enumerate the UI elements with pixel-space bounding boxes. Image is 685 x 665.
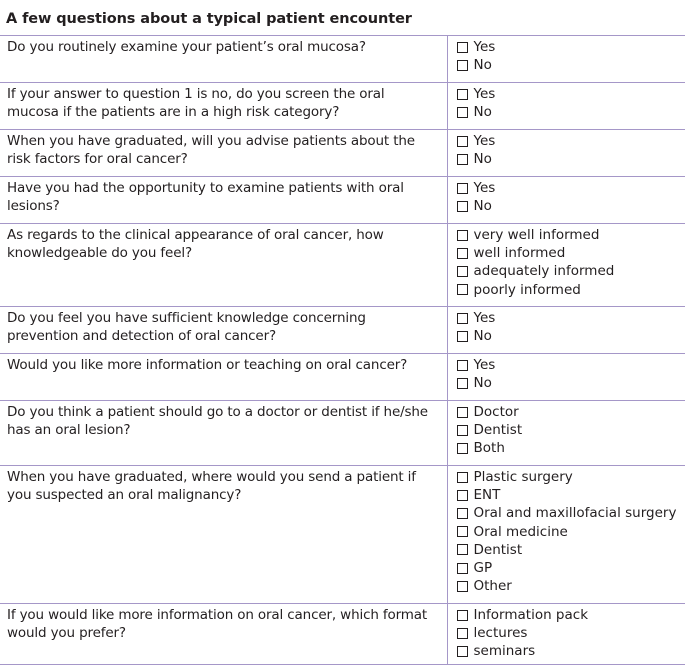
answer-option[interactable]: [457, 327, 685, 345]
answer-option[interactable]: [457, 642, 685, 660]
answer-option-label: adequately informed: [474, 262, 615, 280]
checkbox-icon[interactable]: [457, 544, 468, 555]
checkbox-icon[interactable]: [457, 60, 468, 71]
checkbox-icon[interactable]: [457, 581, 468, 592]
answer-option[interactable]: [457, 103, 685, 121]
answer-option-label: very well informed: [474, 226, 600, 244]
question-text: When you have graduated, where would you send a patient if you suspected an oral malignancy?: [0, 466, 447, 604]
answer-option[interactable]: [457, 439, 685, 457]
answer-option[interactable]: [457, 150, 685, 168]
question-row: [0, 354, 685, 401]
answer-option[interactable]: [457, 577, 685, 595]
answer-option-label: Oral and maxillofacial surgery: [474, 504, 677, 522]
question-row: [0, 177, 685, 224]
answer-options: [447, 83, 685, 130]
checkbox-icon[interactable]: [457, 472, 468, 483]
question-text: Do you feel you have sufficient knowledge concerning prevention and detection of oral cancer?: [0, 307, 447, 354]
answer-options: [447, 401, 685, 466]
answer-option[interactable]: [457, 523, 685, 541]
checkbox-icon[interactable]: [457, 230, 468, 241]
answer-option-label: Yes: [474, 309, 496, 327]
answer-option-label: Yes: [474, 132, 496, 150]
answer-option-label: Yes: [474, 179, 496, 197]
checkbox-icon[interactable]: [457, 443, 468, 454]
answer-option[interactable]: [457, 179, 685, 197]
answer-option-label: No: [474, 56, 492, 74]
answer-option[interactable]: [457, 421, 685, 439]
checkbox-icon[interactable]: [457, 107, 468, 118]
answer-option-label: Oral medicine: [474, 523, 568, 541]
answer-option[interactable]: [457, 606, 685, 624]
checkbox-icon[interactable]: [457, 526, 468, 537]
answer-option[interactable]: [457, 38, 685, 56]
answer-option-label: Both: [474, 439, 505, 457]
answer-option[interactable]: [457, 559, 685, 577]
question-text: Do you think a patient should go to a doctor or dentist if he/she has an oral lesion?: [0, 401, 447, 466]
answer-option[interactable]: [457, 374, 685, 392]
checkbox-icon[interactable]: [457, 628, 468, 639]
checkbox-icon[interactable]: [457, 201, 468, 212]
checkbox-icon[interactable]: [457, 378, 468, 389]
question-row: [0, 224, 685, 307]
answer-option-label: Doctor: [474, 403, 519, 421]
questionnaire-table: [0, 35, 685, 665]
checkbox-icon[interactable]: [457, 248, 468, 259]
answer-options: [447, 604, 685, 665]
answer-option[interactable]: [457, 504, 685, 522]
answer-option[interactable]: [457, 262, 685, 280]
answer-options: [447, 307, 685, 354]
answer-options: [447, 130, 685, 177]
checkbox-icon[interactable]: [457, 646, 468, 657]
answer-option-label: lectures: [474, 624, 528, 642]
checkbox-icon[interactable]: [457, 154, 468, 165]
checkbox-icon[interactable]: [457, 136, 468, 147]
question-row: [0, 307, 685, 354]
checkbox-icon[interactable]: [457, 266, 468, 277]
question-row: [0, 130, 685, 177]
answer-option-label: No: [474, 327, 492, 345]
answer-option-label: Other: [474, 577, 512, 595]
answer-option[interactable]: [457, 197, 685, 215]
checkbox-icon[interactable]: [457, 183, 468, 194]
question-text: If your answer to question 1 is no, do you screen the oral mucosa if the patients are in a high risk category?: [0, 83, 447, 130]
answer-options: [447, 466, 685, 604]
answer-option[interactable]: [457, 356, 685, 374]
answer-options: [447, 36, 685, 83]
checkbox-icon[interactable]: [457, 490, 468, 501]
checkbox-icon[interactable]: [457, 284, 468, 295]
answer-option-label: No: [474, 374, 492, 392]
answer-options: [447, 354, 685, 401]
question-text: When you have graduated, will you advise patients about the risk factors for oral cancer?: [0, 130, 447, 177]
question-row: [0, 604, 685, 665]
answer-option-label: ENT: [474, 486, 501, 504]
checkbox-icon[interactable]: [457, 425, 468, 436]
question-text: If you would like more information on oral cancer, which format would you prefer?: [0, 604, 447, 665]
checkbox-icon[interactable]: [457, 563, 468, 574]
answer-option-label: Information pack: [474, 606, 589, 624]
answer-option-label: seminars: [474, 642, 536, 660]
answer-option-label: GP: [474, 559, 493, 577]
answer-options: [447, 224, 685, 307]
answer-option[interactable]: [457, 226, 685, 244]
answer-option[interactable]: [457, 281, 685, 299]
answer-option[interactable]: [457, 403, 685, 421]
question-text: Do you routinely examine your patient’s oral mucosa?: [0, 36, 447, 83]
answer-option[interactable]: [457, 486, 685, 504]
answer-option-label: well informed: [474, 244, 566, 262]
answer-option[interactable]: [457, 56, 685, 74]
answer-option-label: No: [474, 150, 492, 168]
question-row: [0, 401, 685, 466]
answer-option[interactable]: [457, 132, 685, 150]
answer-option-label: Dentist: [474, 541, 523, 559]
answer-option[interactable]: [457, 244, 685, 262]
answer-option[interactable]: [457, 85, 685, 103]
answer-option-label: poorly informed: [474, 281, 581, 299]
answer-option-label: Yes: [474, 38, 496, 56]
question-row: [0, 466, 685, 604]
answer-option-label: Yes: [474, 356, 496, 374]
checkbox-icon[interactable]: [457, 313, 468, 324]
answer-option[interactable]: [457, 541, 685, 559]
answer-option-label: Plastic surgery: [474, 468, 573, 486]
question-text: Would you like more information or teaching on oral cancer?: [0, 354, 447, 401]
answer-option[interactable]: [457, 624, 685, 642]
checkbox-icon[interactable]: [457, 407, 468, 418]
questionnaire-title: A few questions about a typical patient encounter: [0, 0, 685, 35]
answer-option[interactable]: [457, 309, 685, 327]
answer-option-label: Dentist: [474, 421, 523, 439]
checkbox-icon[interactable]: [457, 508, 468, 519]
question-text: Have you had the opportunity to examine patients with oral lesions?: [0, 177, 447, 224]
question-row: [0, 83, 685, 130]
checkbox-icon[interactable]: [457, 331, 468, 342]
checkbox-icon[interactable]: [457, 42, 468, 53]
question-row: [0, 36, 685, 83]
checkbox-icon[interactable]: [457, 360, 468, 371]
checkbox-icon[interactable]: [457, 89, 468, 100]
answer-option-label: No: [474, 103, 492, 121]
checkbox-icon[interactable]: [457, 610, 468, 621]
answer-option-label: No: [474, 197, 492, 215]
answer-option-label: Yes: [474, 85, 496, 103]
question-text: As regards to the clinical appearance of oral cancer, how knowledgeable do you feel?: [0, 224, 447, 307]
answer-options: [447, 177, 685, 224]
answer-option[interactable]: [457, 468, 685, 486]
